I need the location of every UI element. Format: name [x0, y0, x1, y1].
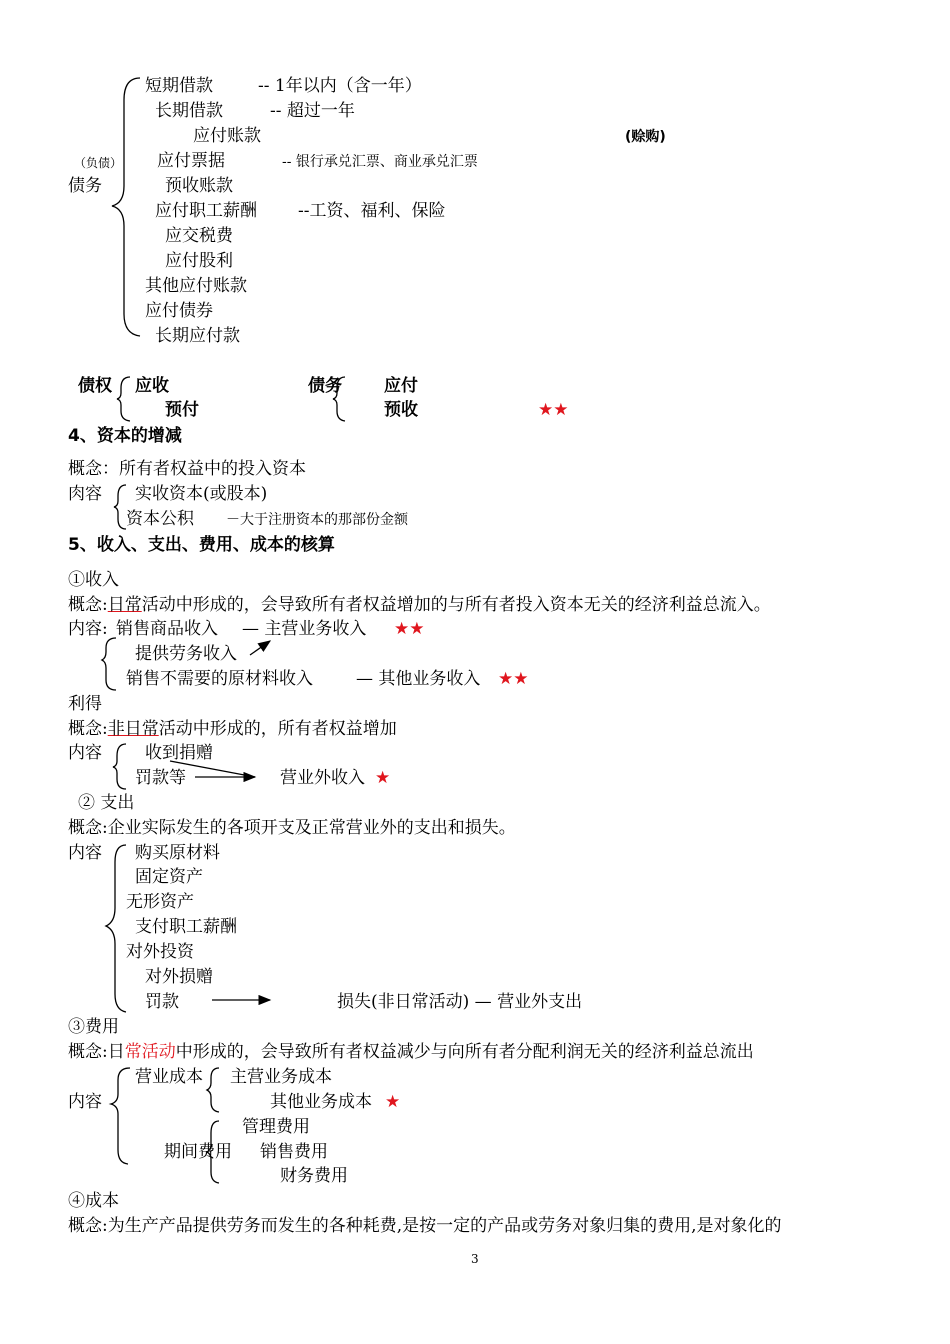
expense-concept: 概念:日常活动中形成的，会导致所有者权益减少与向所有者分配利润无关的经济利益总流出: [68, 1042, 754, 1062]
expenditure-item-payroll: 支付职工薪酬: [135, 917, 237, 937]
debt-item-notes-payable: 应付票据: [157, 151, 225, 171]
gain-target: 营业外收入: [280, 768, 365, 788]
debt-item-long-loan: 长期借款: [155, 101, 223, 121]
debt-item-long-term-payables: 长期应付款: [155, 326, 240, 346]
expense-content-label: 内容: [68, 1092, 102, 1112]
debt-note-short-loan: -- 1年以内（含一年）: [258, 76, 422, 96]
debt-item-payroll: 应付职工薪酬: [155, 201, 257, 221]
expense-period-item-sales: 销售费用: [260, 1142, 328, 1162]
debt-item-accounts-payable: 应付账款: [193, 126, 261, 146]
income-item-services: 提供劳务收入: [135, 644, 237, 664]
gain-item-donation: 收到捐赠: [145, 743, 213, 763]
debt-item-advance-receipts: 预收账款: [165, 176, 233, 196]
debt-note-credit-purchase: (赊购): [625, 129, 666, 145]
section5-heading: 5、收入、支出、费用、成本的核算: [68, 535, 335, 555]
debt-note-notes-payable: -- 银行承兑汇票、商业承兑汇票: [282, 154, 478, 170]
expense-op-brace: [207, 1068, 219, 1112]
expenditure-item-investment: 对外投资: [126, 942, 194, 962]
expense-period-item-finance: 财务费用: [280, 1166, 348, 1186]
debt-group-label: 债务: [68, 176, 102, 196]
capital-content-label: 肉容: [68, 484, 102, 504]
claims-right-item-advance: 预收: [384, 400, 418, 420]
expense-op-star: ★: [385, 1092, 401, 1112]
expenditure-item-fixed-assets: 固定资产: [135, 867, 203, 887]
debt-brace: [112, 78, 140, 336]
debt-item-other-payables: 其他应付账款: [145, 276, 247, 296]
debt-group-label-small: （负债）: [74, 156, 123, 170]
gain-donation-arrow: [170, 761, 255, 777]
income-item-sales-stars: ★★: [394, 619, 425, 639]
expenditure-item-fines: 罚款: [145, 992, 179, 1012]
income-item-materials: 销售不需要的原材料收入: [126, 669, 313, 689]
debt-item-taxes: 应交税费: [165, 226, 233, 246]
cost-title: ④成本: [68, 1191, 119, 1211]
income-item-materials-target: — 其他业务收入: [356, 669, 481, 689]
capital-item-reserve: 资本公积: [126, 509, 194, 529]
capital-brace: [114, 485, 126, 529]
expense-period-cost: 期间费用: [164, 1142, 232, 1162]
income-title: ①收入: [68, 570, 119, 590]
claims-left-item-prepaid: 预付: [165, 400, 199, 420]
claims-right-item-payable: 应付: [384, 376, 418, 396]
claims-left-brace: [117, 377, 130, 421]
expenditure-brace: [106, 845, 126, 1012]
debt-item-dividends: 应付股利: [165, 251, 233, 271]
expense-concept-red: 常活动: [124, 1042, 176, 1062]
income-item-materials-stars: ★★: [498, 669, 529, 689]
gain-content-label: 内容: [68, 743, 102, 763]
claims-left-item-receivable: 应收: [135, 376, 169, 396]
capital-concept: 概念：所有者权益中的投入资本: [68, 459, 306, 479]
claims-right-brace: [333, 377, 345, 421]
expense-period-brace: [207, 1121, 219, 1183]
capital-heading: 4、资本的增减: [68, 426, 182, 446]
expenditure-concept: 概念:企业实际发生的各项开支及正常营业外的支出和损失。: [68, 818, 516, 838]
gain-item-fines: 罚款等: [135, 768, 186, 788]
debt-item-bonds: 应付债券: [145, 301, 213, 321]
claims-right-label: 债务: [308, 376, 342, 396]
debt-note-long-loan: -- 超过一年: [270, 101, 355, 121]
income-concept: 概念:日常活动中形成的，会导致所有者权益增加的与所有者投入资本无关的经济利益总流入。: [68, 595, 771, 615]
expenditure-item-intangible: 无形资产: [126, 892, 194, 912]
capital-reserve-note: －大于注册资本的那部份金额: [226, 512, 408, 528]
income-item-sales-target: — 主营业务收入: [242, 619, 367, 639]
expenditure-title: ② 支出: [78, 793, 135, 813]
debt-note-payroll: --工资、福利、保险: [298, 201, 446, 221]
expense-op-item-other: 其他业务成本: [270, 1092, 372, 1112]
income-concept-underlined: 日常: [107, 595, 142, 615]
expenditure-item-donation: 对外损赠: [145, 967, 213, 987]
expense-op-cost: 营业成本: [135, 1067, 203, 1087]
expense-brace: [111, 1068, 130, 1164]
page-number: 3: [471, 1252, 479, 1266]
income-item-sales: 销售商品收入: [116, 619, 218, 639]
cost-concept: 概念:为生产产品提供劳务而发生的各种耗费,是按一定的产品或劳务对象归集的费用,是对象化的: [68, 1216, 782, 1236]
claims-left-label: 债权: [78, 376, 112, 396]
expense-op-item-main: 主营业务成本: [230, 1067, 332, 1087]
expense-title: ③费用: [68, 1017, 119, 1037]
expenditure-content-label: 内容: [68, 843, 102, 863]
expenditure-item-materials: 购买原材料: [135, 843, 220, 863]
income-brace: [102, 638, 116, 690]
gain-brace: [113, 744, 126, 789]
gain-star: ★: [375, 768, 391, 788]
debt-item-short-loan: 短期借款: [145, 76, 213, 96]
expenditure-target: 损失(非日常活动) — 营业外支出: [337, 992, 583, 1012]
expense-period-item-admin: 管理费用: [242, 1117, 310, 1137]
capital-item-paid-in: 实收资本(或股本): [135, 484, 268, 504]
income-services-arrow: [250, 641, 270, 655]
gain-concept: 概念:非日常活动中形成的，所有者权益增加: [68, 719, 397, 739]
gain-concept-underlined: 非日常: [107, 719, 159, 739]
claims-stars: ★★: [538, 400, 569, 420]
income-content-label: 内容:: [68, 619, 108, 639]
gain-title: 利得: [68, 694, 102, 714]
